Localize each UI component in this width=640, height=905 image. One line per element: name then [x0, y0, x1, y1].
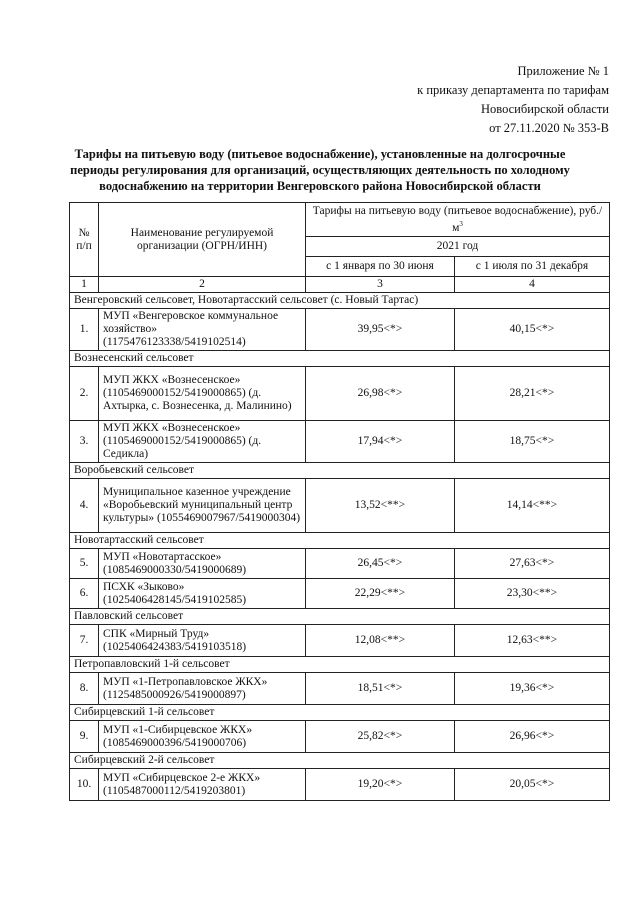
row-num: 10.: [70, 769, 99, 801]
table-row: [70, 309, 610, 351]
row-name: МУП ЖКХ «Вознесенское» (1105469000152/5419000865) (д. Ахтырка, с. Вознесенка, д. Малинино): [99, 367, 306, 421]
table-row: [70, 421, 610, 463]
row-num: 5.: [70, 549, 99, 579]
row-name: МУП «1-Сибирцевское ЖКХ» (1085469000396/5419000706): [99, 721, 306, 753]
table-row: [70, 721, 610, 753]
row-tariff-h1: 39,95<*>: [306, 309, 455, 351]
table-row: [70, 579, 610, 609]
row-name: МУП ЖКХ «Вознесенское» (1105469000152/5419000865) (д. Седикла): [99, 421, 306, 463]
row-name: МУП «Венгеровское коммунальное хозяйство» (1175476123338/5419102514): [99, 309, 306, 351]
col-number-1: 1: [70, 277, 99, 293]
col-number-4: 4: [454, 277, 609, 293]
table-row: [70, 479, 610, 533]
header-period-2: с 1 июля по 31 декабря: [454, 257, 609, 277]
col-number-3: 3: [306, 277, 455, 293]
header-tariff: [306, 203, 610, 237]
row-name: МУП «1-Петропавловское ЖКХ» (1125485000926/5419000897): [99, 673, 306, 705]
row-tariff-h2: 28,21<*>: [454, 367, 609, 421]
header-year: 2021 год: [306, 237, 610, 257]
row-num: 1.: [70, 309, 99, 351]
row-tariff-h1: 22,29<**>: [306, 579, 455, 609]
row-name: ПСХК «Зыково» (1025406428145/5419102585): [99, 579, 306, 609]
row-name: МУП «Новотартасское» (1085469000330/5419000689): [99, 549, 306, 579]
section-title: Петропавловский 1-й сельсовет: [70, 657, 610, 673]
section-title: Вознесенский сельсовет: [70, 351, 610, 367]
header-num: № п/п: [70, 203, 99, 277]
row-tariff-h1: 25,82<*>: [306, 721, 455, 753]
row-tariff-h1: 13,52<**>: [306, 479, 455, 533]
header-period-1: с 1 января по 30 июня: [306, 257, 455, 277]
row-tariff-h1: 26,45<*>: [306, 549, 455, 579]
table-row: [70, 673, 610, 705]
appendix-line-2: к приказу департамента по тарифам: [417, 83, 609, 97]
tariff-table: [69, 202, 610, 801]
tariff-table-body: [70, 293, 610, 801]
row-tariff-h2: 12,63<**>: [454, 625, 609, 657]
header-tariff-sup: 3: [459, 219, 463, 228]
row-tariff-h2: 23,30<**>: [454, 579, 609, 609]
section-title: Новотартасский сельсовет: [70, 533, 610, 549]
document-title: Тарифы на питьевую воду (питьевое водоснабжение), установленные на долгосрочные периоды регулирования для организаций, осуществляющих деятельность по холодному водоснабжению на территории Венгеровского района Новосибирской области: [70, 147, 570, 193]
row-tariff-h1: 18,51<*>: [306, 673, 455, 705]
table-row: [70, 625, 610, 657]
appendix-line-4: от 27.11.2020 № 353-В: [489, 121, 609, 135]
row-num: 4.: [70, 479, 99, 533]
row-name: МУП «Сибирцевское 2-е ЖКХ» (1105487000112/5419203801): [99, 769, 306, 801]
section-title: Воробьевский сельсовет: [70, 463, 610, 479]
section-title: Павловский сельсовет: [70, 609, 610, 625]
row-tariff-h2: 40,15<*>: [454, 309, 609, 351]
table-row: [70, 367, 610, 421]
row-num: 8.: [70, 673, 99, 705]
row-tariff-h2: 27,63<*>: [454, 549, 609, 579]
row-num: 2.: [70, 367, 99, 421]
row-tariff-h1: 19,20<*>: [306, 769, 455, 801]
row-tariff-h2: 26,96<*>: [454, 721, 609, 753]
row-tariff-h2: 14,14<**>: [454, 479, 609, 533]
row-num: 9.: [70, 721, 99, 753]
row-name: СПК «Мирный Труд» (1025406424383/5419103518): [99, 625, 306, 657]
header-tariff-text: Тарифы на питьевую воду (питьевое водоснабжение), руб./м: [312, 204, 603, 234]
row-tariff-h1: 17,94<*>: [306, 421, 455, 463]
section-title: Венгеровский сельсовет, Новотартасский сельсовет (с. Новый Тартас): [70, 293, 610, 309]
row-num: 3.: [70, 421, 99, 463]
row-name: Муниципальное казенное учреждение «Воробьевский муниципальный центр культуры» (1055469007967/5419000304): [99, 479, 306, 533]
appendix-line-1: Приложение № 1: [517, 64, 609, 78]
table-row: [70, 769, 610, 801]
row-tariff-h2: 20,05<*>: [454, 769, 609, 801]
row-tariff-h1: 26,98<*>: [306, 367, 455, 421]
row-tariff-h2: 19,36<*>: [454, 673, 609, 705]
row-num: 6.: [70, 579, 99, 609]
section-title: Сибирцевский 2-й сельсовет: [70, 753, 610, 769]
table-row: [70, 549, 610, 579]
appendix-line-3: Новосибирской области: [480, 102, 609, 116]
appendix-block: [417, 62, 609, 138]
row-num: 7.: [70, 625, 99, 657]
col-number-2: 2: [99, 277, 306, 293]
section-title: Сибирцевский 1-й сельсовет: [70, 705, 610, 721]
header-name: Наименование регулируемой организации (ОГРН/ИНН): [99, 203, 306, 277]
row-tariff-h1: 12,08<**>: [306, 625, 455, 657]
row-tariff-h2: 18,75<*>: [454, 421, 609, 463]
